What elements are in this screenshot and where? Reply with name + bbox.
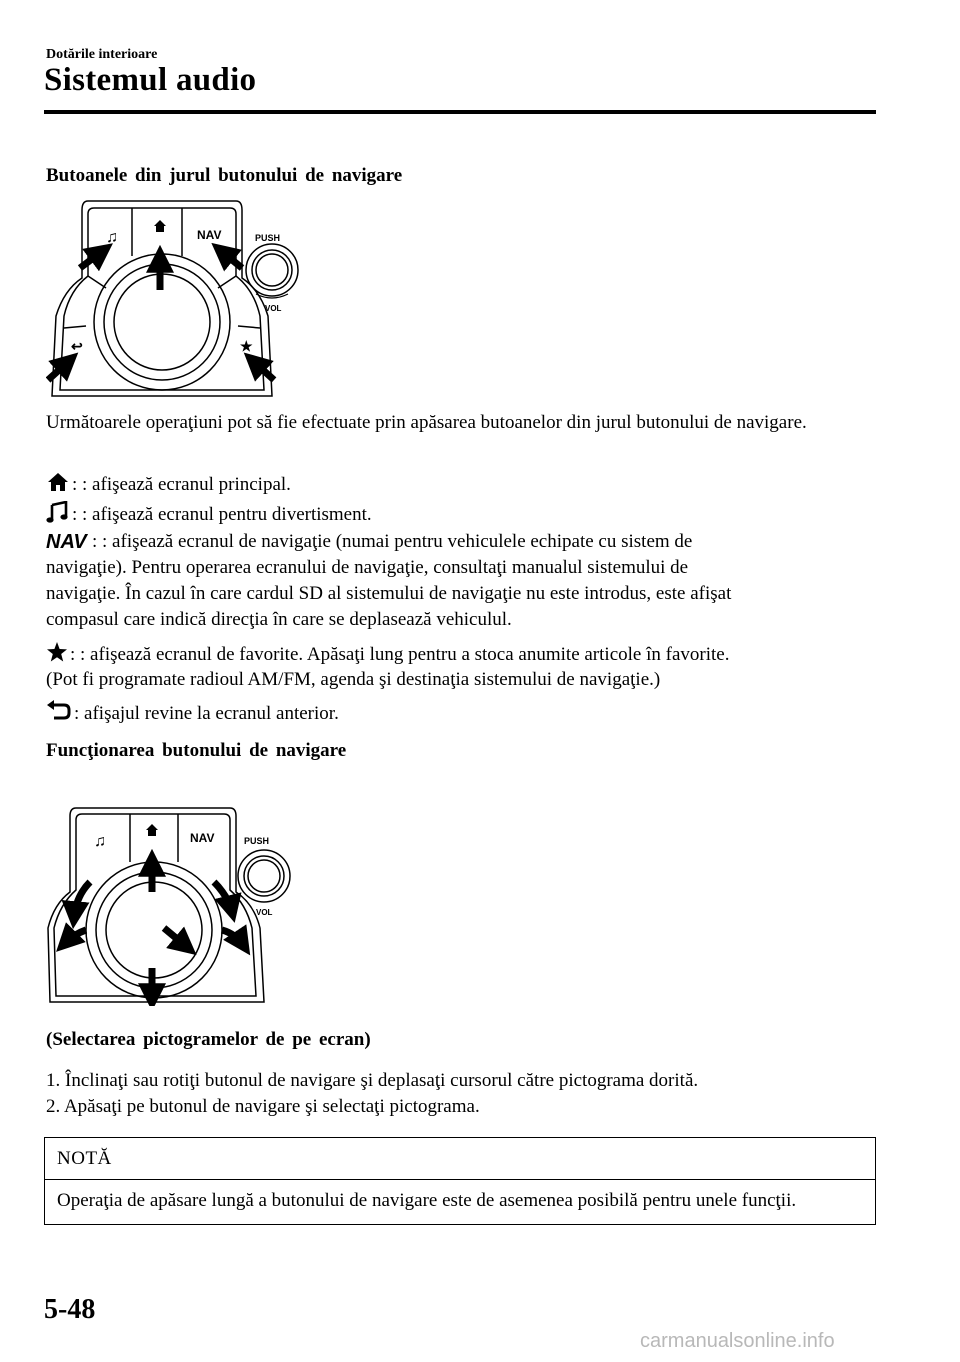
- title-rule: [44, 110, 876, 114]
- nav-continuation-2: navigaţie. În cazul în care cardul SD al sistemului de navigaţie nu este introdus, este afişat: [46, 583, 732, 604]
- list-item-star: [46, 641, 729, 668]
- star-icon: [46, 641, 68, 663]
- subheading-selecting-icons: (Selectarea pictogramelor de pe ecran): [46, 1029, 371, 1050]
- svg-text:♫: ♫: [106, 229, 118, 246]
- music-icon: [46, 501, 70, 523]
- page-number: 5-48: [44, 1294, 96, 1325]
- section-heading-operation: Funcţionarea butonului de navigare: [46, 740, 347, 761]
- svg-text:NAV: NAV: [46, 531, 87, 550]
- commander-diagram-operation: [46, 800, 302, 1006]
- star-continuation: (Pot fi programate radioul AM/FM, agenda şi destinaţia sistemului de navigaţie.): [46, 669, 661, 690]
- back-icon: [46, 700, 72, 722]
- section-heading-buttons: Butoanele din jurul butonului de navigare: [46, 165, 403, 186]
- svg-text:VOL: VOL: [256, 908, 273, 917]
- nav-continuation-1: navigaţie). Pentru operarea ecranului de navigaţie, consultaţi manualul sistemului de: [46, 557, 689, 578]
- svg-text:PUSH: PUSH: [244, 836, 270, 846]
- note-text: Operaţia de apăsare lungă a butonului de navigare este de asemenea posibilă pentru unele funcţii.: [57, 1190, 797, 1211]
- star-item-text: : : afişează ecranul de favorite. Apăsaţi lung pentru a stoca anumite articole în favorite.: [70, 644, 730, 665]
- section-label: Dotările interioare: [46, 47, 158, 62]
- list-item-nav: [46, 529, 692, 555]
- svg-text:↩: ↩: [71, 338, 83, 354]
- back-item-text: : afişajul revine la ecranul anterior.: [74, 703, 339, 724]
- home-icon: [46, 471, 70, 493]
- list-item-home: [46, 471, 291, 498]
- nav-item-text: : : afişează ecranul de navigaţie (numai pentru vehiculele echipate cu sistem de: [92, 531, 693, 552]
- nav-icon: [46, 530, 90, 550]
- vol-label: VOL: [265, 304, 282, 313]
- push-label: PUSH: [255, 233, 281, 243]
- svg-text:NAV: NAV: [190, 831, 215, 845]
- step-2: 2. Apăsaţi pe butonul de navigare şi selectaţi pictograma.: [46, 1096, 480, 1117]
- svg-text:★: ★: [240, 338, 253, 354]
- note-box: [44, 1137, 876, 1225]
- intro-paragraph: Următoarele operaţiuni pot să fie efectuate prin apăsarea butoanelor din jurul butonului de navigare.: [46, 412, 807, 433]
- commander-diagram-buttons: [46, 198, 316, 400]
- watermark: carmanualsonline.info: [640, 1330, 835, 1352]
- svg-text:♫: ♫: [94, 833, 106, 850]
- list-item-music: [46, 501, 372, 528]
- step-1: 1. Înclinaţi sau rotiţi butonul de navigare şi deplasaţi cursorul către pictograma dorită.: [46, 1070, 699, 1091]
- page-title: Sistemul audio: [44, 62, 257, 98]
- nav-label: NAV: [197, 228, 222, 242]
- list-item-back: [46, 700, 339, 727]
- nav-continuation-3: compasul care indică direcţia în care se deplasează vehiculul.: [46, 609, 512, 630]
- home-item-text: : : afişează ecranul principal.: [72, 474, 291, 495]
- note-title: NOTĂ: [45, 1138, 875, 1180]
- music-item-text: : : afişează ecranul pentru divertisment.: [72, 504, 372, 525]
